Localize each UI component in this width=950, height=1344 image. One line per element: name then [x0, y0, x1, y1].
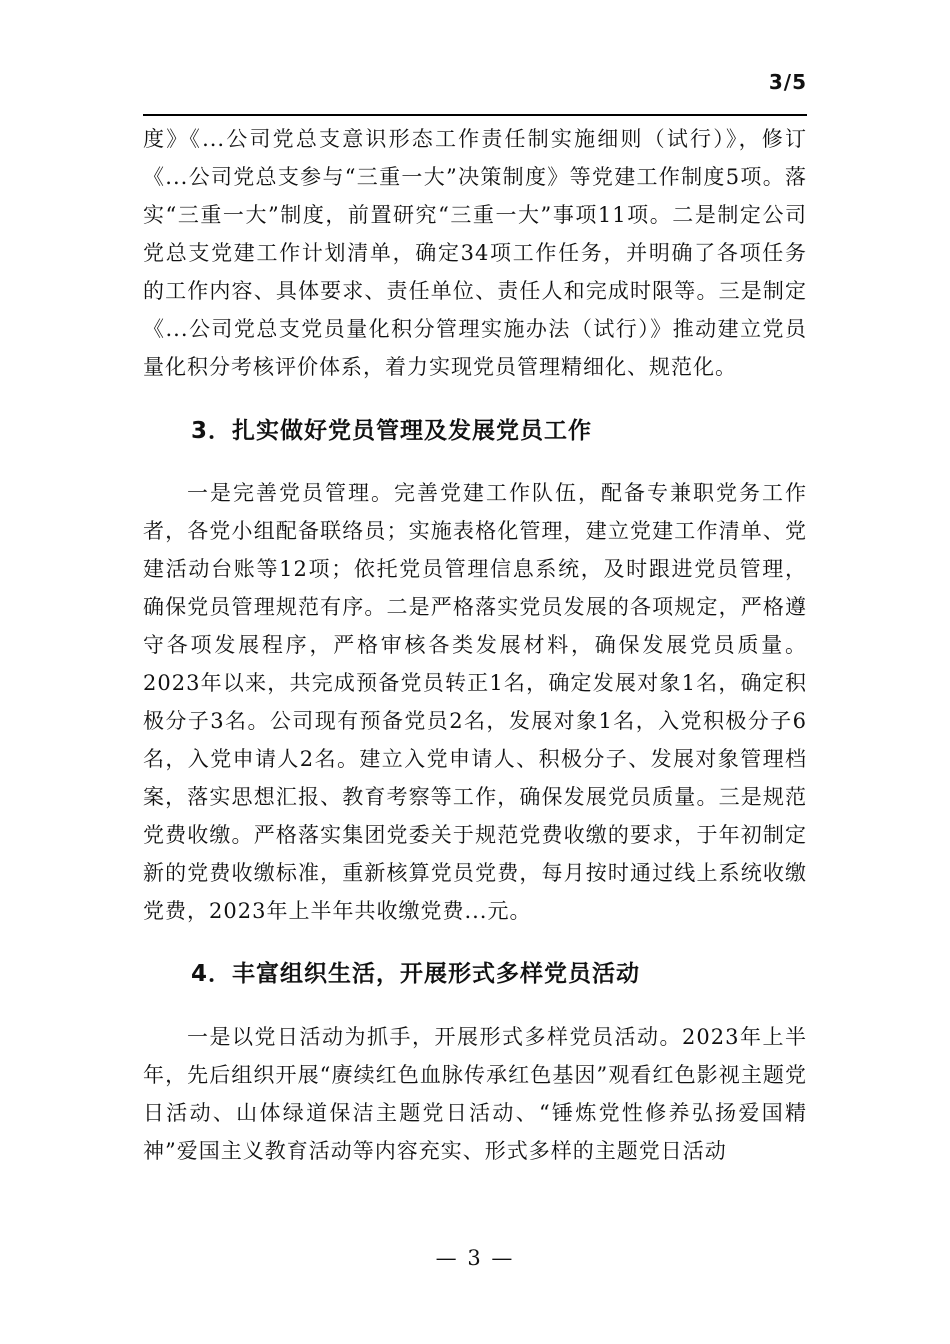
- page-number: — 3 —: [435, 1246, 515, 1270]
- document-body: [143, 120, 807, 1170]
- header-divider: [143, 114, 807, 116]
- paragraph-section-3: 一是完善党员管理。完善党建工作队伍，配备专兼职党务工作者，各党小组配备联络员；实施表格化管理，建立党建工作清单、党建活动台账等12项；依托党员管理信息系统，及时跟进党员管理，确保党员管理规范有序。二是严格落实党员发展的各项规定，严格遵守各项发展程序，严格审核各类发展材料，确保发展党员质量。2023年以来，共完成预备党员转正1名，确定发展对象1名，确定积极分子3名。公司现有预备党员2名，发展对象1名，入党积极分子6名，入党申请人2名。建立入党申请人、积极分子、发展对象管理档案，落实思想汇报、教育考察等工作，确保发展党员质量。三是规范党费收缴。严格落实集团党委关于规范党费收缴的要求，于年初制定新的党费收缴标准，重新核算党员党费，每月按时通过线上系统收缴党费，2023年上半年共收缴党费...元。: [143, 481, 807, 923]
- section-heading-4: 4．丰富组织生活，开展形式多样党员活动: [191, 961, 641, 987]
- section-heading-3: 3．扎实做好党员管理及发展党员工作: [191, 418, 593, 444]
- page-indicator: 3/5: [768, 70, 807, 94]
- paragraph-continuation: 度》《...公司党总支意识形态工作责任制实施细则（试行）》，修订《...公司党总支参与“三重一大”决策制度》等党建工作制度5项。落实“三重一大”制度，前置研究“三重一大”事项11项。二是制定公司党总支党建工作计划清单，确定34项工作任务，并明确了各项任务的工作内容、具体要求、责任单位、责任人和完成时限等。三是制定《...公司党总支党员量化积分管理实施办法（试行）》推动建立党员量化积分考核评价体系，着力实现党员管理精细化、规范化。: [143, 127, 807, 379]
- paragraph-section-4: 一是以党日活动为抓手，开展形式多样党员活动。2023年上半年，先后组织开展“赓续红色血脉传承红色基因”观看红色影视主题党日活动、山体绿道保洁主题党日活动、“锤炼党性修养弘扬爱国精神”爱国主义教育活动等内容充实、形式多样的主题党日活动: [143, 1025, 807, 1163]
